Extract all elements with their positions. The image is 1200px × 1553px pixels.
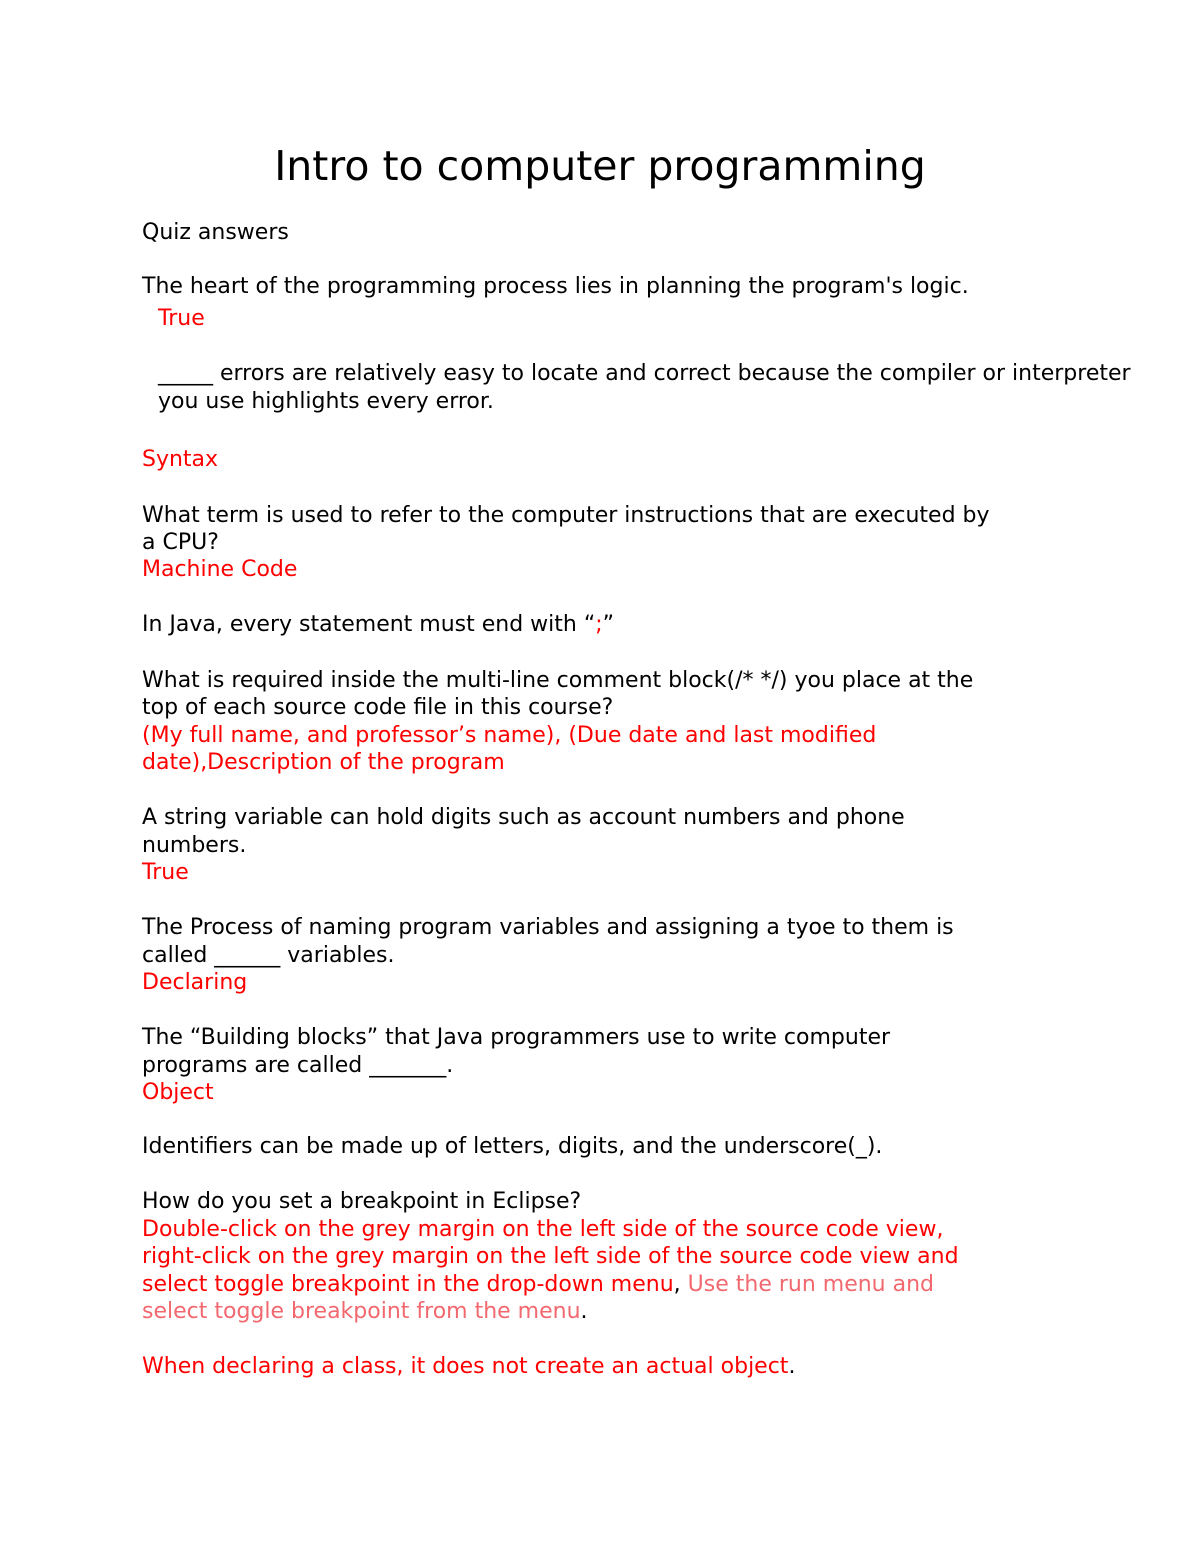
answer-7: Declaring: [142, 970, 248, 995]
question-8-line-1: The “Building blocks” that Java programmers use to write computer: [142, 1025, 891, 1050]
statement-9: Identifiers can be made up of letters, digits, and the underscore(_).: [142, 1134, 883, 1159]
question-3-line-2: a CPU?: [142, 530, 219, 555]
question-2-line-2: you use highlights every error.: [158, 389, 494, 414]
answer-10-line-4: [142, 1298, 588, 1326]
question-10: How do you set a breakpoint in Eclipse?: [142, 1189, 582, 1214]
answer-10-line-1: Double-click on the grey margin on the left side of the source code view,: [142, 1217, 944, 1242]
question-4-suffix: ”: [602, 612, 615, 637]
question-7-line-1: The Process of naming program variables and assigning a tyoe to them is: [142, 915, 954, 940]
question-7-line-2: called ______ variables.: [142, 943, 395, 968]
question-4: [142, 611, 614, 639]
question-4-prefix: In Java, every statement must end with “: [142, 612, 596, 637]
question-5-line-2: top of each source code file in this course?: [142, 695, 614, 720]
document-title: Intro to computer programming: [274, 142, 926, 190]
answer-10-separator: ,: [673, 1272, 688, 1297]
answer-6: True: [142, 860, 189, 885]
answer-2: Syntax: [142, 447, 219, 472]
answer-10-line-3-pink: Use the run menu and: [687, 1272, 935, 1297]
subtitle: Quiz answers: [142, 220, 289, 245]
question-8-line-2: programs are called _______.: [142, 1053, 454, 1078]
answer-5-line-2: date),Description of the program: [142, 750, 505, 775]
answer-10-line-3: [142, 1271, 934, 1299]
statement-11: [142, 1353, 795, 1381]
answer-10-line-4-pink: select toggle breakpoint from the menu: [142, 1299, 581, 1324]
statement-11-red: When declaring a class, it does not create an actual object: [142, 1354, 789, 1379]
question-6-line-1: A string variable can hold digits such as account numbers and phone: [142, 805, 905, 830]
question-1: The heart of the programming process lies in planning the program's logic.: [142, 274, 969, 299]
answer-10-line-3-red: select toggle breakpoint in the drop-down menu: [142, 1272, 674, 1297]
answer-8: Object: [142, 1080, 214, 1105]
answer-4: ;: [595, 612, 603, 637]
answer-10-period: .: [580, 1299, 588, 1324]
statement-11-period: .: [788, 1354, 796, 1379]
answer-10-line-2: right-click on the grey margin on the left side of the source code view and: [142, 1244, 959, 1269]
question-3-line-1: What term is used to refer to the computer instructions that are executed by: [142, 503, 990, 528]
question-6-line-2: numbers.: [142, 833, 247, 858]
question-2-line-1: _____ errors are relatively easy to locate and correct because the compiler or interpreter: [158, 361, 1131, 386]
answer-3: Machine Code: [142, 557, 298, 582]
question-5-line-1: What is required inside the multi-line comment block(/* */) you place at the: [142, 668, 974, 693]
answer-5-line-1: (My full name, and professor’s name), (Due date and last modified: [142, 723, 877, 748]
answer-1: True: [158, 306, 205, 331]
